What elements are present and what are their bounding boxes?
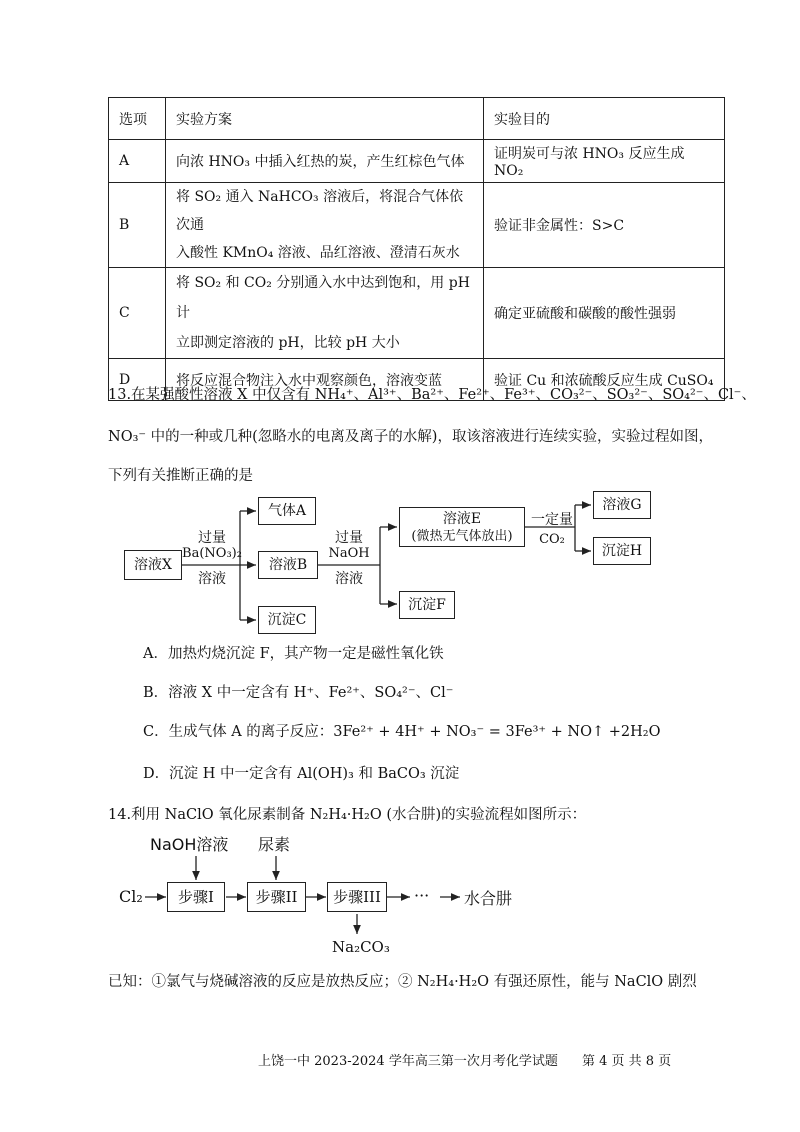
q13-option-c: C．生成气体 A 的离子反应：3Fe²⁺ + 4H⁺ + NO₃⁻ = 3Fe³⁺ + NO↑ +2H₂O [143, 724, 661, 740]
reagent1-mid: Ba(NO₃)₂ [182, 546, 242, 561]
row-plan-line: 入酸性 KMnO₄ 溶液、品红溶液、澄清石灰水 [176, 245, 460, 261]
reagent3-bottom: CO₂ [539, 532, 565, 547]
flow-dots: ··· [414, 886, 430, 905]
footer-page: 第 4 页 共 8 页 [582, 1054, 672, 1069]
table-header-option: 选项 [109, 98, 166, 140]
node-precip-f: 沉淀F [399, 591, 455, 619]
reagent3-top: 一定量 [531, 512, 573, 528]
row-purpose: 验证 Cu 和浓硫酸反应生成 CuSO₄ [484, 359, 725, 401]
footer-title: 上饶一中 2023-2024 学年高三第一次月考化学试题 [258, 1054, 558, 1069]
row-plan-line: 立即测定溶液的 pH，比较 pH 大小 [176, 335, 400, 351]
row-purpose: 确定亚硫酸和碳酸的酸性强弱 [484, 268, 725, 359]
solution-e-label: 溶液E [442, 511, 482, 527]
q13-option-d: D．沉淀 H 中一定含有 Al(OH)₃ 和 BaCO₃ 沉淀 [143, 766, 460, 782]
row-plan-line: 将 SO₂ 通入 NaHCO₃ 溶液后，将混合气体依次通 [176, 189, 464, 233]
q13-line3: 下列有关推断正确的是 [108, 468, 253, 484]
reagent2-top: 过量 [335, 530, 363, 546]
q13-line1: 13.在某强酸性溶液 X 中仅含有 NH₄⁺、Al³⁺、Ba²⁺、Fe²⁺、Fe³⁺、CO₃²⁻、SO₃²⁻、SO₄²⁻、Cl⁻、 [108, 387, 756, 403]
q13-option-b: B．溶液 X 中一定含有 H⁺、Fe²⁺、SO₄²⁻、Cl⁻ [143, 685, 454, 701]
node-solution-b: 溶液B [258, 551, 318, 579]
node-precip-c: 沉淀C [258, 606, 316, 634]
row-plan-line: 将 SO₂ 和 CO₂ 分别通入水中达到饱和，用 pH 计 [176, 275, 470, 321]
q13-option-a: A．加热灼烧沉淀 F，其产物一定是磁性氧化铁 [143, 646, 444, 662]
row-purpose: 证明炭可与浓 HNO₃ 反应生成 NO₂ [484, 140, 725, 183]
flow-na2co3: Na₂CO₃ [332, 938, 390, 956]
reagent1-top: 过量 [198, 530, 226, 546]
reagent1-bottom: 溶液 [198, 571, 226, 587]
node-precip-h: 沉淀H [593, 537, 651, 565]
row-plan: 向浓 HNO₃ 中插入红热的炭，产生红棕色气体 [166, 140, 484, 183]
reagent2-mid: NaOH [328, 546, 370, 561]
solution-e-note: (微热无气体放出) [411, 529, 513, 544]
flow-cl2: Cl₂ [119, 887, 143, 906]
flow-step1: 步骤I [167, 882, 225, 912]
flow-naoh: NaOH溶液 [150, 835, 229, 854]
row-plan: 将反应混合物注入水中观察颜色，溶液变蓝 [166, 359, 484, 401]
node-solution-x: 溶液X [124, 550, 182, 580]
node-solution-g: 溶液G [593, 491, 651, 519]
flow-step2: 步骤II [247, 882, 306, 912]
q14-known: 已知：①氯气与烧碱溶液的反应是放热反应；② N₂H₄·H₂O 有强还原性，能与 NaClO 剧烈 [108, 974, 697, 990]
row-option: B [109, 183, 166, 268]
flow-urea: 尿素 [258, 835, 291, 854]
flow-product: 水合肼 [464, 889, 513, 908]
row-option: D [109, 359, 166, 401]
q14-line1: 14.利用 NaClO 氧化尿素制备 N₂H₄·H₂O (水合肼)的实验流程如图所示： [108, 807, 587, 823]
row-purpose: 验证非金属性：S>C [484, 183, 725, 268]
row-option: C [109, 268, 166, 359]
table-header-purpose: 实验目的 [484, 98, 725, 140]
reagent2-bottom: 溶液 [335, 571, 363, 587]
q13-line2: NO₃⁻ 中的一种或几种(忽略水的电离及离子的水解)，取该溶液进行连续实验，实验过程如图， [108, 429, 713, 445]
table-header-plan: 实验方案 [166, 98, 484, 140]
node-gas-a: 气体A [258, 497, 316, 525]
flow-step3: 步骤III [327, 882, 387, 912]
row-option: A [109, 140, 166, 183]
